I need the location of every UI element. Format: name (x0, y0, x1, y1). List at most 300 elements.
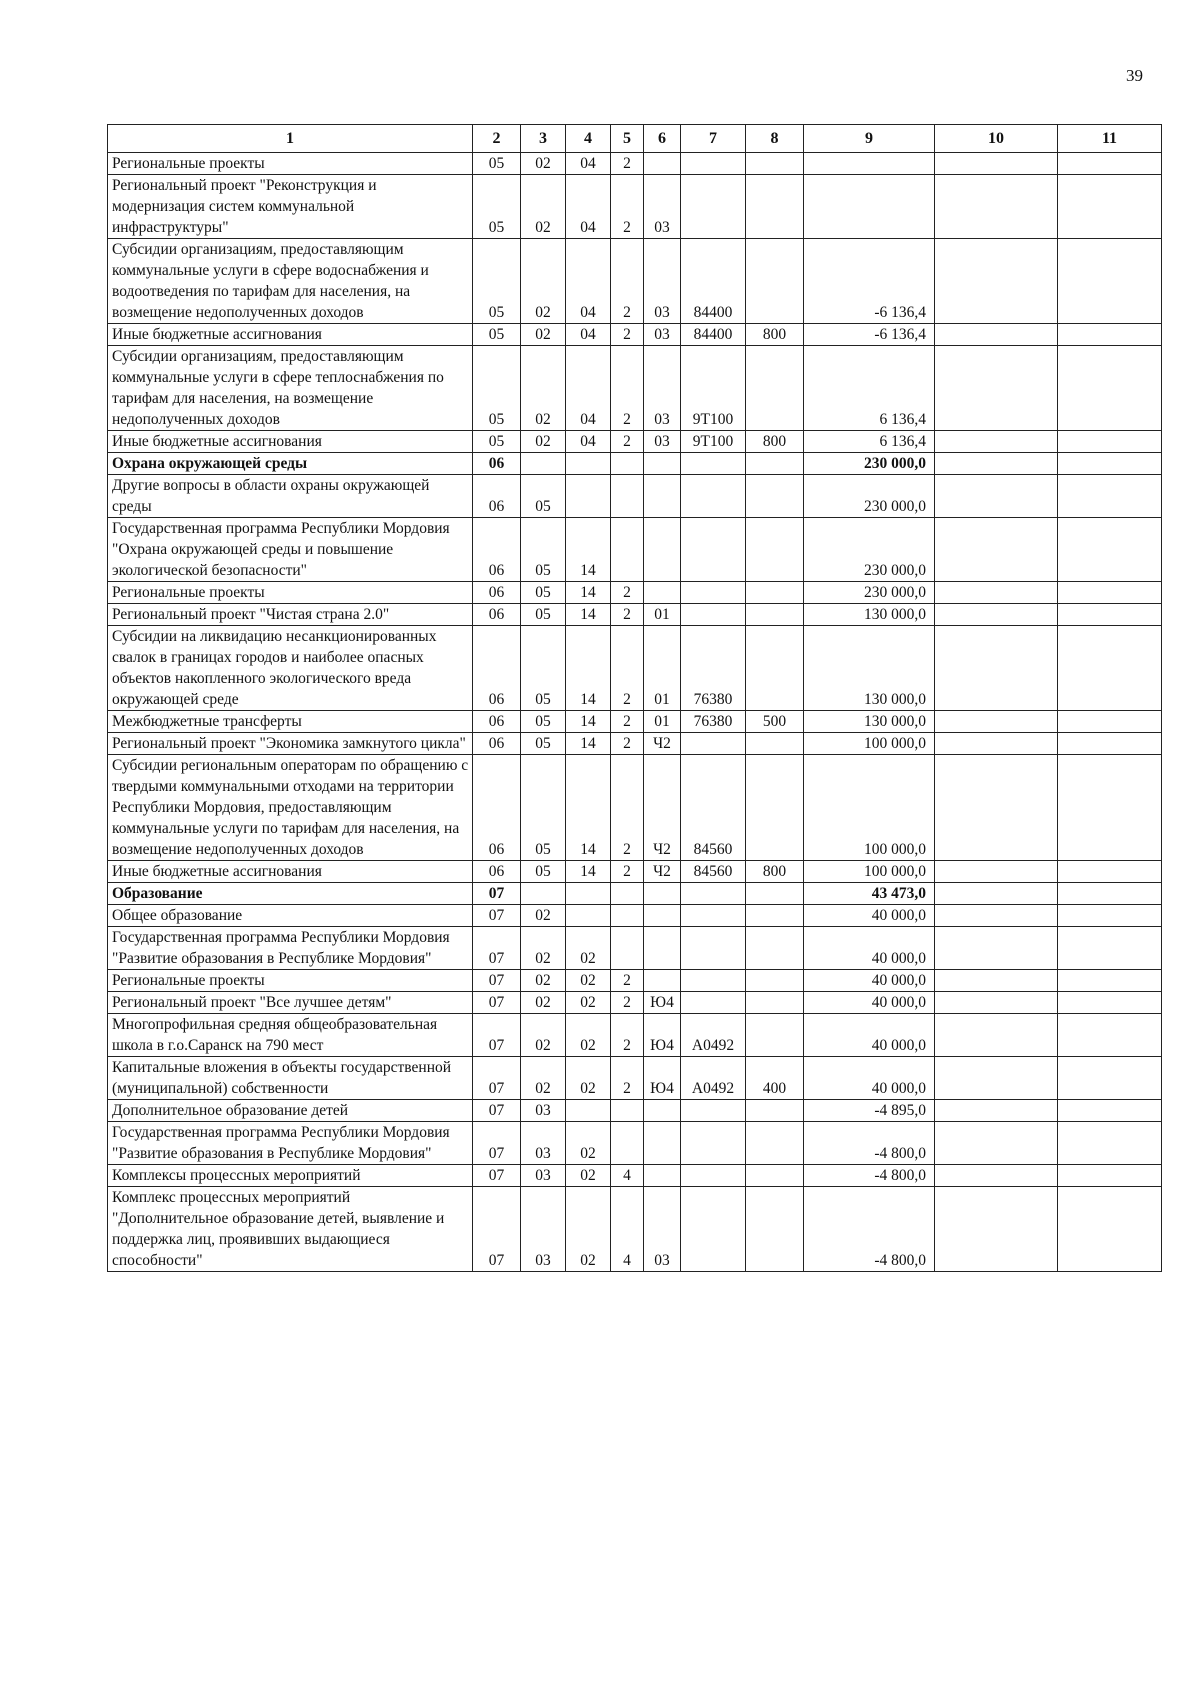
expense-type-code (746, 239, 804, 324)
expense-type-code (746, 453, 804, 475)
row-name: Межбюджетные трансферты (108, 711, 473, 733)
table-row (108, 175, 1162, 239)
subsection-code: 03 (521, 1187, 566, 1272)
subprogram-code: 2 (611, 346, 644, 431)
program-code: 02 (566, 992, 611, 1014)
column-10-cell (935, 582, 1058, 604)
subsection-code: 02 (521, 239, 566, 324)
column-10-cell (935, 626, 1058, 711)
column-10-cell (935, 733, 1058, 755)
column-11-cell (1058, 239, 1162, 324)
direction-code (681, 582, 746, 604)
row-name: Иные бюджетные ассигнования (108, 861, 473, 883)
expense-type-code (746, 582, 804, 604)
row-name: Региональный проект "Все лучшее детям" (108, 992, 473, 1014)
project-code: 01 (644, 604, 681, 626)
subsection-code: 05 (521, 861, 566, 883)
row-name: Субсидии организациям, предоставляющим коммунальные услуги в сфере водоснабжения и водоотведения по тарифам для населения, на возмещение недополученных доходов (108, 239, 473, 324)
section-code: 06 (473, 626, 521, 711)
row-name: Комплексы процессных мероприятий (108, 1165, 473, 1187)
subprogram-code: 2 (611, 431, 644, 453)
subsection-code: 02 (521, 905, 566, 927)
amount: 40 000,0 (804, 905, 935, 927)
amount: 100 000,0 (804, 733, 935, 755)
expense-type-code (746, 1165, 804, 1187)
program-code: 04 (566, 431, 611, 453)
column-10-cell (935, 1100, 1058, 1122)
subprogram-code (611, 927, 644, 970)
direction-code (681, 153, 746, 175)
column-10-cell (935, 1122, 1058, 1165)
subprogram-code: 2 (611, 711, 644, 733)
column-10-cell (935, 883, 1058, 905)
table-row (108, 453, 1162, 475)
column-10-cell (935, 153, 1058, 175)
column-10-cell (935, 1165, 1058, 1187)
table-row (108, 324, 1162, 346)
table-header-row (108, 125, 1162, 153)
column-11-cell (1058, 324, 1162, 346)
column-11-cell (1058, 755, 1162, 861)
expense-type-code (746, 733, 804, 755)
subprogram-code: 2 (611, 755, 644, 861)
column-10-cell (935, 431, 1058, 453)
section-code: 05 (473, 175, 521, 239)
row-name: Иные бюджетные ассигнования (108, 324, 473, 346)
expense-type-code: 400 (746, 1057, 804, 1100)
project-code (644, 475, 681, 518)
subsection-code: 05 (521, 755, 566, 861)
column-10-cell (935, 927, 1058, 970)
expense-type-code (746, 1187, 804, 1272)
program-code: 14 (566, 711, 611, 733)
table-row (108, 755, 1162, 861)
table-row (108, 582, 1162, 604)
column-header: 4 (566, 125, 611, 153)
table-row (108, 992, 1162, 1014)
direction-code (681, 905, 746, 927)
subprogram-code: 4 (611, 1165, 644, 1187)
subsection-code: 03 (521, 1122, 566, 1165)
program-code: 02 (566, 970, 611, 992)
direction-code (681, 453, 746, 475)
subprogram-code (611, 905, 644, 927)
project-code (644, 518, 681, 582)
table-row (108, 1100, 1162, 1122)
table-row (108, 1165, 1162, 1187)
amount: -4 800,0 (804, 1187, 935, 1272)
expense-type-code (746, 992, 804, 1014)
direction-code: 9Т100 (681, 431, 746, 453)
subsection-code: 02 (521, 992, 566, 1014)
column-10-cell (935, 518, 1058, 582)
amount: 43 473,0 (804, 883, 935, 905)
direction-code: 9Т100 (681, 346, 746, 431)
subprogram-code (611, 475, 644, 518)
table-row (108, 153, 1162, 175)
table-row (108, 518, 1162, 582)
section-code: 07 (473, 1100, 521, 1122)
section-code: 05 (473, 431, 521, 453)
project-code: 03 (644, 1187, 681, 1272)
column-10-cell (935, 346, 1058, 431)
program-code: 02 (566, 1122, 611, 1165)
column-10-cell (935, 324, 1058, 346)
expense-type-code (746, 175, 804, 239)
subsection-code: 02 (521, 431, 566, 453)
project-code: Ю4 (644, 992, 681, 1014)
subprogram-code: 2 (611, 1014, 644, 1057)
column-11-cell (1058, 518, 1162, 582)
program-code (566, 883, 611, 905)
row-name: Государственная программа Республики Мордовия "Охрана окружающей среды и повышение экологической безопасности" (108, 518, 473, 582)
row-name: Иные бюджетные ассигнования (108, 431, 473, 453)
amount: 100 000,0 (804, 861, 935, 883)
table-row (108, 733, 1162, 755)
column-header: 1 (108, 125, 473, 153)
table-row (108, 431, 1162, 453)
subprogram-code: 2 (611, 175, 644, 239)
program-code: 04 (566, 153, 611, 175)
direction-code (681, 1100, 746, 1122)
subsection-code: 05 (521, 475, 566, 518)
column-11-cell (1058, 970, 1162, 992)
section-code: 07 (473, 883, 521, 905)
amount: 230 000,0 (804, 582, 935, 604)
project-code: Ч2 (644, 733, 681, 755)
project-code: 03 (644, 175, 681, 239)
column-10-cell (935, 970, 1058, 992)
expense-type-code (746, 1014, 804, 1057)
column-10-cell (935, 905, 1058, 927)
project-code (644, 1122, 681, 1165)
subprogram-code: 4 (611, 1187, 644, 1272)
column-11-cell (1058, 626, 1162, 711)
section-code: 05 (473, 324, 521, 346)
column-11-cell (1058, 153, 1162, 175)
subsection-code: 03 (521, 1165, 566, 1187)
column-10-cell (935, 453, 1058, 475)
program-code (566, 453, 611, 475)
program-code: 02 (566, 927, 611, 970)
column-11-cell (1058, 346, 1162, 431)
project-code (644, 1100, 681, 1122)
amount: 40 000,0 (804, 992, 935, 1014)
row-name: Субсидии на ликвидацию несанкционированных свалок в границах городов и наиболее опасных объектов накопленного экологического вреда окружающей среде (108, 626, 473, 711)
budget-table (107, 124, 1162, 1272)
column-10-cell (935, 1187, 1058, 1272)
direction-code (681, 992, 746, 1014)
amount: -4 800,0 (804, 1165, 935, 1187)
program-code (566, 905, 611, 927)
subsection-code: 02 (521, 175, 566, 239)
column-11-cell (1058, 1014, 1162, 1057)
section-code: 06 (473, 861, 521, 883)
section-code: 05 (473, 346, 521, 431)
table-row (108, 1122, 1162, 1165)
project-code: 01 (644, 626, 681, 711)
row-name: Охрана окружающей среды (108, 453, 473, 475)
column-header: 7 (681, 125, 746, 153)
table-row (108, 970, 1162, 992)
subsection-code: 02 (521, 1014, 566, 1057)
subprogram-code: 2 (611, 626, 644, 711)
column-11-cell (1058, 711, 1162, 733)
column-11-cell (1058, 905, 1162, 927)
project-code (644, 905, 681, 927)
subprogram-code: 2 (611, 861, 644, 883)
amount: -4 800,0 (804, 1122, 935, 1165)
column-10-cell (935, 992, 1058, 1014)
project-code: 03 (644, 431, 681, 453)
project-code: Ю4 (644, 1014, 681, 1057)
program-code: 04 (566, 346, 611, 431)
subprogram-code: 2 (611, 992, 644, 1014)
program-code: 14 (566, 626, 611, 711)
direction-code: 76380 (681, 626, 746, 711)
row-name: Субсидии организациям, предоставляющим коммунальные услуги в сфере теплоснабжения по тарифам для населения, на возмещение недополученных доходов (108, 346, 473, 431)
subprogram-code (611, 1122, 644, 1165)
subsection-code: 05 (521, 518, 566, 582)
row-name: Региональные проекты (108, 153, 473, 175)
column-11-cell (1058, 883, 1162, 905)
subprogram-code: 2 (611, 324, 644, 346)
subprogram-code: 2 (611, 239, 644, 324)
column-10-cell (935, 711, 1058, 733)
table-row (108, 475, 1162, 518)
subprogram-code: 2 (611, 153, 644, 175)
project-code (644, 883, 681, 905)
program-code (566, 475, 611, 518)
subprogram-code: 2 (611, 970, 644, 992)
column-11-cell (1058, 175, 1162, 239)
direction-code (681, 733, 746, 755)
amount: 6 136,4 (804, 431, 935, 453)
subprogram-code: 2 (611, 1057, 644, 1100)
column-10-cell (935, 1014, 1058, 1057)
column-10-cell (935, 175, 1058, 239)
project-code (644, 453, 681, 475)
column-header: 8 (746, 125, 804, 153)
row-name: Региональный проект "Экономика замкнутого цикла" (108, 733, 473, 755)
column-11-cell (1058, 431, 1162, 453)
program-code: 14 (566, 861, 611, 883)
subprogram-code: 2 (611, 604, 644, 626)
section-code: 06 (473, 711, 521, 733)
project-code (644, 1165, 681, 1187)
column-10-cell (935, 475, 1058, 518)
expense-type-code (746, 755, 804, 861)
amount: 40 000,0 (804, 1014, 935, 1057)
table-row (108, 604, 1162, 626)
table-row (108, 711, 1162, 733)
project-code: Ч2 (644, 755, 681, 861)
subsection-code: 02 (521, 970, 566, 992)
amount: 40 000,0 (804, 1057, 935, 1100)
column-11-cell (1058, 927, 1162, 970)
amount: 230 000,0 (804, 518, 935, 582)
column-header: 2 (473, 125, 521, 153)
amount: -4 895,0 (804, 1100, 935, 1122)
table-row (108, 883, 1162, 905)
column-header: 6 (644, 125, 681, 153)
column-11-cell (1058, 1165, 1162, 1187)
project-code: 01 (644, 711, 681, 733)
row-name: Комплекс процессных мероприятий "Дополнительное образование детей, выявление и поддержка лиц, проявивших выдающиеся способности" (108, 1187, 473, 1272)
section-code: 06 (473, 604, 521, 626)
expense-type-code (746, 883, 804, 905)
table-row (108, 905, 1162, 927)
column-10-cell (935, 755, 1058, 861)
subsection-code: 02 (521, 324, 566, 346)
section-code: 07 (473, 992, 521, 1014)
section-code: 07 (473, 970, 521, 992)
column-11-cell (1058, 1187, 1162, 1272)
direction-code (681, 927, 746, 970)
expense-type-code: 500 (746, 711, 804, 733)
program-code: 02 (566, 1165, 611, 1187)
expense-type-code (746, 518, 804, 582)
subsection-code (521, 883, 566, 905)
column-header: 5 (611, 125, 644, 153)
program-code (566, 1100, 611, 1122)
direction-code (681, 1122, 746, 1165)
column-11-cell (1058, 733, 1162, 755)
expense-type-code (746, 905, 804, 927)
direction-code: 84400 (681, 239, 746, 324)
table-row (108, 346, 1162, 431)
row-name: Региональный проект "Реконструкция и модернизация систем коммунальной инфраструктуры" (108, 175, 473, 239)
row-name: Общее образование (108, 905, 473, 927)
subsection-code: 05 (521, 626, 566, 711)
subsection-code: 05 (521, 711, 566, 733)
table-row (108, 626, 1162, 711)
section-code: 06 (473, 453, 521, 475)
page-number: 39 (1126, 66, 1143, 85)
amount: 6 136,4 (804, 346, 935, 431)
amount: 130 000,0 (804, 626, 935, 711)
amount: 130 000,0 (804, 711, 935, 733)
project-code: Ч2 (644, 861, 681, 883)
expense-type-code: 800 (746, 324, 804, 346)
amount: 230 000,0 (804, 475, 935, 518)
column-11-cell (1058, 453, 1162, 475)
column-header: 11 (1058, 125, 1162, 153)
column-11-cell (1058, 1100, 1162, 1122)
column-11-cell (1058, 582, 1162, 604)
direction-code (681, 1165, 746, 1187)
column-11-cell (1058, 861, 1162, 883)
subprogram-code: 2 (611, 733, 644, 755)
subsection-code: 03 (521, 1100, 566, 1122)
amount: -6 136,4 (804, 239, 935, 324)
column-11-cell (1058, 475, 1162, 518)
row-name: Региональные проекты (108, 970, 473, 992)
section-code: 06 (473, 733, 521, 755)
expense-type-code (746, 626, 804, 711)
section-code: 07 (473, 1057, 521, 1100)
section-code: 06 (473, 518, 521, 582)
direction-code (681, 175, 746, 239)
subsection-code: 05 (521, 733, 566, 755)
expense-type-code (746, 346, 804, 431)
expense-type-code (746, 475, 804, 518)
expense-type-code (746, 1122, 804, 1165)
direction-code: 84560 (681, 861, 746, 883)
direction-code: 76380 (681, 711, 746, 733)
row-name: Дополнительное образование детей (108, 1100, 473, 1122)
subsection-code: 02 (521, 153, 566, 175)
column-11-cell (1058, 1057, 1162, 1100)
expense-type-code: 800 (746, 431, 804, 453)
section-code: 07 (473, 1187, 521, 1272)
row-name: Государственная программа Республики Мордовия "Развитие образования в Республике Мордовия" (108, 927, 473, 970)
row-name: Региональные проекты (108, 582, 473, 604)
subsection-code: 05 (521, 582, 566, 604)
expense-type-code (746, 1100, 804, 1122)
subprogram-code (611, 453, 644, 475)
column-11-cell (1058, 604, 1162, 626)
row-name: Субсидии региональным операторам по обращению с твердыми коммунальными отходами на территории Республики Мордовия, предоставляющим коммунальные услуги по тарифам для населения, на возмещение недополученных доходов (108, 755, 473, 861)
direction-code (681, 883, 746, 905)
amount: 230 000,0 (804, 453, 935, 475)
row-name: Региональный проект "Чистая страна 2.0" (108, 604, 473, 626)
project-code: 03 (644, 346, 681, 431)
program-code: 14 (566, 604, 611, 626)
direction-code (681, 604, 746, 626)
direction-code (681, 1187, 746, 1272)
direction-code: А0492 (681, 1057, 746, 1100)
direction-code (681, 970, 746, 992)
program-code: 14 (566, 582, 611, 604)
amount: -6 136,4 (804, 324, 935, 346)
project-code (644, 927, 681, 970)
column-10-cell (935, 861, 1058, 883)
subsection-code: 05 (521, 604, 566, 626)
direction-code: 84400 (681, 324, 746, 346)
column-10-cell (935, 604, 1058, 626)
section-code: 06 (473, 582, 521, 604)
section-code: 05 (473, 239, 521, 324)
table-row (108, 861, 1162, 883)
program-code: 04 (566, 324, 611, 346)
subprogram-code (611, 883, 644, 905)
project-code (644, 153, 681, 175)
column-header: 10 (935, 125, 1058, 153)
program-code: 14 (566, 518, 611, 582)
project-code: 03 (644, 324, 681, 346)
amount: 40 000,0 (804, 970, 935, 992)
section-code: 06 (473, 755, 521, 861)
subsection-code: 02 (521, 927, 566, 970)
project-code: 03 (644, 239, 681, 324)
program-code: 04 (566, 239, 611, 324)
section-code: 06 (473, 475, 521, 518)
program-code: 14 (566, 755, 611, 861)
subsection-code (521, 453, 566, 475)
row-name: Другие вопросы в области охраны окружающей среды (108, 475, 473, 518)
expense-type-code (746, 604, 804, 626)
program-code: 02 (566, 1014, 611, 1057)
amount (804, 175, 935, 239)
section-code: 07 (473, 1165, 521, 1187)
row-name: Образование (108, 883, 473, 905)
column-11-cell (1058, 992, 1162, 1014)
table-row (108, 239, 1162, 324)
section-code: 05 (473, 153, 521, 175)
amount: 100 000,0 (804, 755, 935, 861)
section-code: 07 (473, 1122, 521, 1165)
